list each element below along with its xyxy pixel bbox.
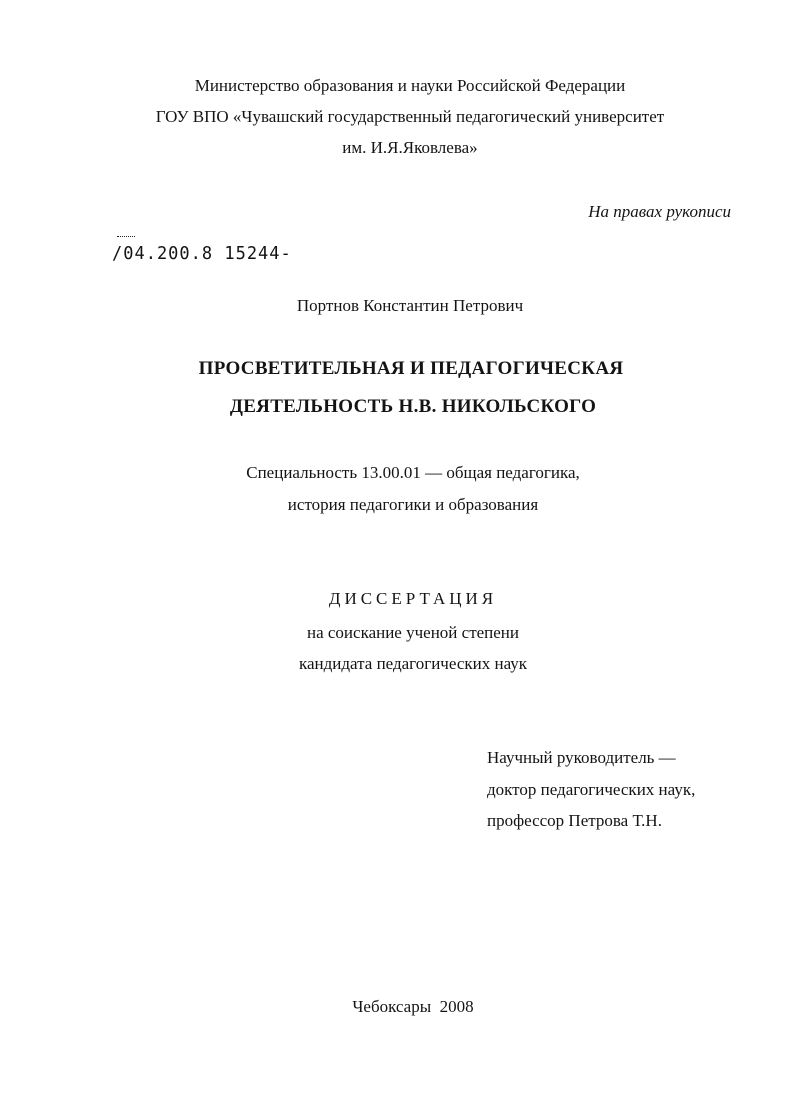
degree-line-1: на соискание ученой степени (306, 623, 520, 642)
supervisor-line-1: Научный руководитель — (487, 748, 676, 767)
dissertation-label: ДИССЕРТАЦИЯ (328, 589, 498, 608)
university-named-after: им. И.Я.Яковлева» (342, 138, 478, 157)
supervisor-line-2: доктор педагогических наук, (487, 780, 696, 799)
specialty-line-1: Специальность 13.00.01 — общая педагогика, (246, 463, 580, 482)
ministry-name: Министерство образования и науки Российской Федерации (194, 76, 626, 95)
thesis-title-line-2: ДЕЯТЕЛЬНОСТЬ Н.В. НИКОЛЬСКОГО (229, 396, 597, 417)
stamp-dots (117, 236, 135, 241)
registration-stamp: /04.200.8 15244- (112, 243, 292, 265)
degree-line-2: кандидата педагогических наук (298, 654, 528, 673)
thesis-title-line-1: ПРОСВЕТИТЕЛЬНАЯ И ПЕДАГОГИЧЕСКАЯ (198, 358, 624, 379)
manuscript-rights-note: На правах рукописи (588, 202, 731, 221)
supervisor-line-3: профессор Петрова Т.Н. (487, 811, 662, 830)
specialty-line-2: история педагогики и образования (287, 495, 539, 514)
author-name: Портнов Константин Петрович (296, 296, 524, 315)
university-name: ГОУ ВПО «Чувашский государственный педагогический университет (155, 107, 665, 126)
city-year: Чебоксары 2008 (352, 997, 474, 1016)
